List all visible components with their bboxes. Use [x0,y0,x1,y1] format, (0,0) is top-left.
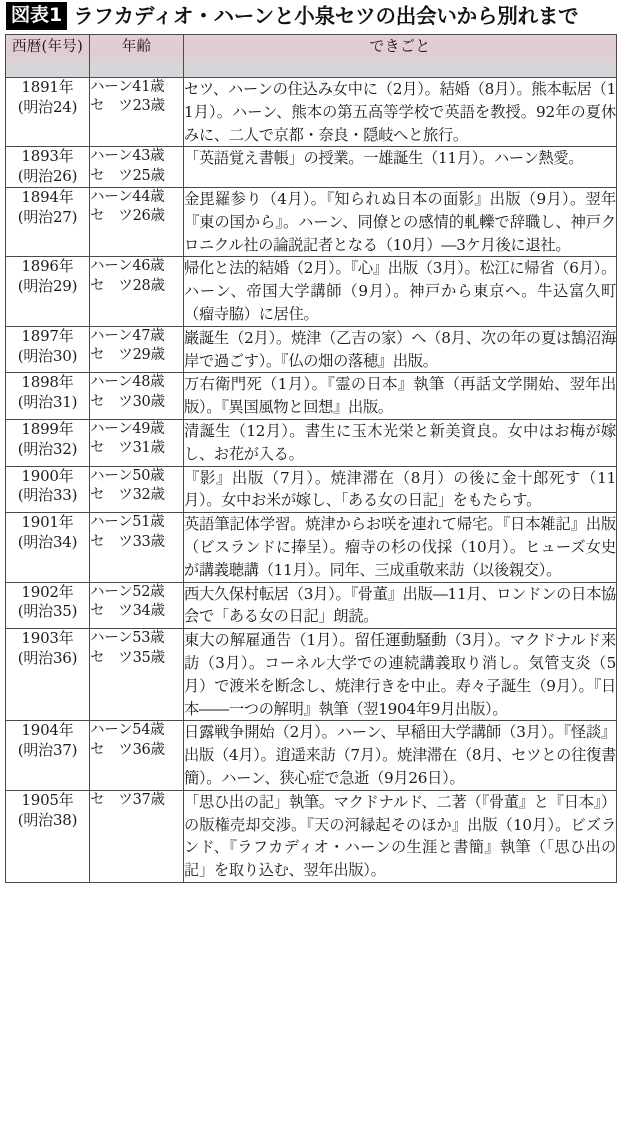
year-ad: 1894年 [21,187,74,206]
age-hearn: ハーン50歳 [90,467,165,484]
cell-age [90,790,184,882]
table-row [6,187,617,256]
age-setsu: セ ツ30歳 [90,393,165,410]
cell-year [6,257,90,326]
cell-age [90,419,184,466]
year-ad: 1902年 [21,582,74,601]
timeline-table [5,34,617,883]
cell-event: 日露戦争開始（2月）。ハーン、早稲田大学講師（3月）。『怪談』出版（4月）。逍遥来訪（7月）。焼津滞在（8月、セツとの往復書簡）。ハーン、狭心症で急逝（9月26日）。 [184,721,617,790]
age-setsu: セ ツ36歳 [90,741,165,758]
year-ad: 1904年 [21,721,74,740]
cell-event: 万右衛門死（1月）。『霊の日本』執筆（再話文学開始、翌年出版）。『異国風物と回想』出版。 [184,373,617,420]
figure-title-bar [0,0,620,32]
year-ad: 1896年 [21,257,74,276]
cell-age [90,582,184,629]
cell-year [6,326,90,373]
cell-age [90,721,184,790]
page-title: ラフカディオ・ハーンと小泉セツの出会いから別れまで [73,3,579,28]
age-hearn: ハーン43歳 [90,148,165,165]
age-hearn: ハーン54歳 [90,722,165,739]
table-row [6,582,617,629]
table-row [6,257,617,326]
cell-age [90,257,184,326]
age-hearn: ハーン46歳 [90,258,165,275]
cell-age [90,513,184,582]
year-ad: 1901年 [21,513,74,532]
cell-year [6,373,90,420]
table-body [6,78,617,883]
cell-event: 「思ひ出の記」執筆。マクドナルド、二著（『骨董』と『日本』）の版権売却交渉。『天の河縁起そのほか』出版（10月）。ビズランド、『ラフカディオ・ハーンの生涯と書簡』執筆（「思ひ出の記」を取り込む、翌年出版）。 [184,790,617,882]
age-setsu: セ ツ29歳 [90,347,165,364]
year-era: (明治38) [17,810,78,829]
year-era: (明治29) [17,277,78,296]
year-ad: 1893年 [21,147,74,166]
year-era: (明治24) [17,97,78,116]
cell-year [6,513,90,582]
column-header-event: できごと [184,35,617,78]
year-ad: 1899年 [21,419,74,438]
column-header-age: 年齢 [90,35,184,78]
year-era: (明治37) [17,741,78,760]
cell-year [6,78,90,147]
year-era: (明治26) [17,167,78,186]
table-row [6,419,617,466]
age-hearn: ハーン49歳 [90,420,165,437]
age-setsu: セ ツ28歳 [90,277,165,294]
table-header-row [6,35,617,78]
cell-event: 英語筆記体学習。焼津からお咲を連れて帰宅。『日本雑記』出版（ビスランドに捧呈）。瘤寺の杉の伐採（10月）。ヒューズ女史が講義聴講（11月）。同年、三成重敬来訪（以後親交）。 [184,513,617,582]
age-hearn: ハーン44歳 [90,188,165,205]
table-row [6,721,617,790]
year-era: (明治27) [17,207,78,226]
cell-year [6,629,90,721]
year-era: (明治31) [17,393,78,412]
table-row [6,78,617,147]
table-row [6,373,617,420]
age-setsu: セ ツ31歳 [90,440,165,457]
cell-year [6,721,90,790]
year-ad: 1903年 [21,629,74,648]
year-era: (明治33) [17,486,78,505]
cell-year [6,790,90,882]
year-ad: 1898年 [21,373,74,392]
cell-age [90,629,184,721]
figure-number-badge: 図表1 [6,2,67,30]
table-row [6,326,617,373]
age-setsu: セ ツ26歳 [90,208,165,225]
cell-event: セツ、ハーンの住込み女中に（2月）。結婚（8月）。熊本転居（11月）。ハーン、熊本の第五高等学校で英語を教授。92年の夏休みに、二人で京都・奈良・隠岐へと旅行。 [184,78,617,147]
table-row [6,147,617,188]
year-era: (明治32) [17,439,78,458]
cell-event: 西大久保村転居（3月）。『骨董』出版―11月、ロンドンの日本協会で「ある女の日記」朗読。 [184,582,617,629]
table-row [6,629,617,721]
year-ad: 1905年 [21,790,74,809]
year-era: (明治35) [17,602,78,621]
table-row [6,513,617,582]
age-hearn: ハーン53歳 [90,630,165,647]
cell-event: 帰化と法的結婚（2月）。『心』出版（3月）。松江に帰省（6月）。ハーン、帝国大学講師（9月）。神戸から東京へ。牛込富久町（瘤寺脇）に居住。 [184,257,617,326]
cell-age [90,187,184,256]
age-setsu: セ ツ32歳 [90,486,165,503]
cell-year [6,187,90,256]
year-era: (明治36) [17,648,78,667]
table-row [6,466,617,513]
age-setsu: セ ツ37歳 [90,791,165,808]
cell-year [6,419,90,466]
cell-event: 清誕生（12月）。書生に玉木光栄と新美資良。女中はお梅が嫁し、お花が入る。 [184,419,617,466]
table-row [6,790,617,882]
age-hearn: ハーン51歳 [90,514,165,531]
age-setsu: セ ツ34歳 [90,602,165,619]
age-hearn: ハーン41歳 [90,79,165,95]
year-era: (明治34) [17,532,78,551]
age-setsu: セ ツ23歳 [90,98,165,115]
year-era: (明治30) [17,346,78,365]
cell-age [90,78,184,147]
age-hearn: ハーン47歳 [90,327,165,344]
cell-age [90,373,184,420]
cell-age [90,326,184,373]
year-ad: 1891年 [21,78,74,96]
cell-event: 巌誕生（2月）。焼津（乙吉の家）へ（8月、次の年の夏は鵠沼海岸で過ごす）。『仏の畑の落穂』出版。 [184,326,617,373]
cell-event: 金毘羅参り（4月）。『知られぬ日本の面影』出版（9月）。翌年『東の国から』。ハーン、同僚との感情的軋轢で辞職し、神戸クロニクル社の論説記者となる（10月）―3ケ月後に退社。 [184,187,617,256]
cell-event: 東大の解雇通告（1月）。留任運動騒動（3月）。マクドナルド来訪（3月）。コーネル大学での連続講義取り消し。気管支炎（5月）で渡米を断念し、焼津行きを中止。寿々子誕生（9月）。『日本――一つの解明』執筆（翌1904年9月出版）。 [184,629,617,721]
age-setsu: セ ツ35歳 [90,649,165,666]
cell-event: 「英語覚え書帳」の授業。一雄誕生（11月）。ハーン熱愛。 [184,147,617,188]
cell-age [90,466,184,513]
age-hearn: ハーン48歳 [90,374,165,391]
year-ad: 1897年 [21,326,74,345]
cell-age [90,147,184,188]
age-setsu: セ ツ25歳 [90,167,165,184]
table-header [6,35,617,78]
cell-event: 『影』出版（7月）。焼津滞在（8月）の後に金十郎死す（11月）。女中お米が嫁し、「ある女の日記」をもたらす。 [184,466,617,513]
age-setsu: セ ツ33歳 [90,533,165,550]
year-ad: 1900年 [21,466,74,485]
cell-year [6,147,90,188]
cell-year [6,582,90,629]
cell-year [6,466,90,513]
age-hearn: ハーン52歳 [90,583,165,600]
column-header-year: 西暦(年号) [6,35,90,78]
